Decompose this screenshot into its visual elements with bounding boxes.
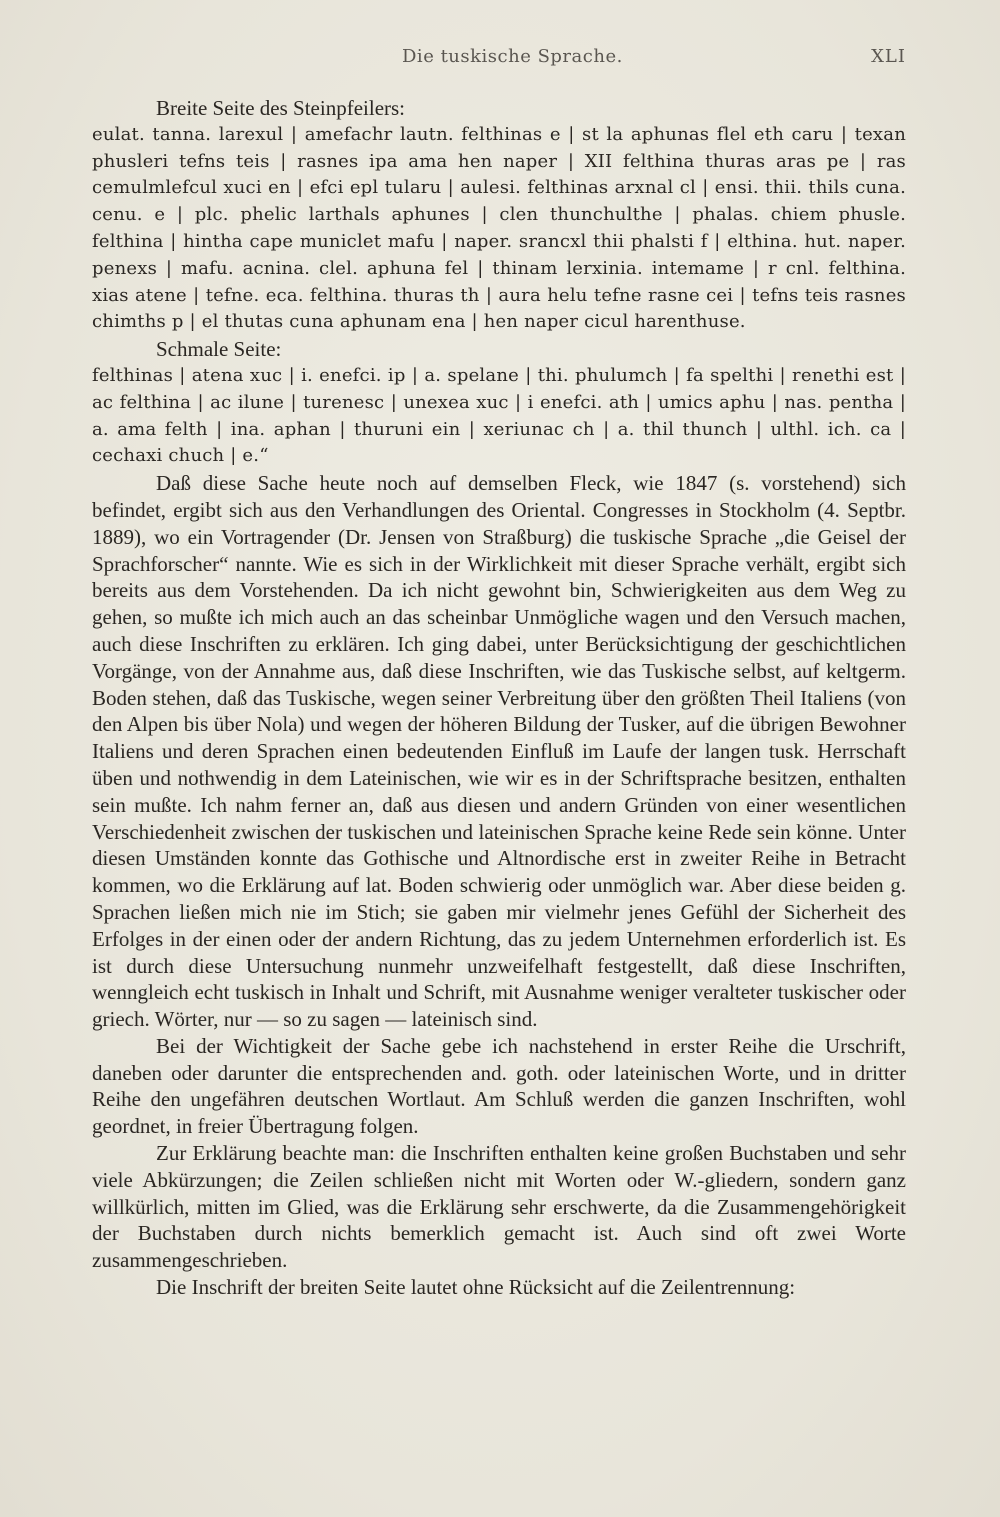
body-text <box>92 95 906 1301</box>
paragraph: Bei der Wichtigkeit der Sache gebe ich nachstehend in erster Reihe die Urschrift, daneben oder darunter die entsprechenden and. goth. oder lateinischen Worte, und in dritter Reihe den ungefähren deutschen Wortlaut. Am Schluß werden die ganzen Inschriften, wohl geordnet, in freier Übertragung folgen. <box>92 1033 906 1139</box>
inscription-breite-seite: eulat. tanna. larexul | amefachr lautn. felthinas e | st la aphunas flel eth caru | texan phusleri tefns teis | rasnes ipa ama hen naper | XII felthina thuras aras pe | ras cemulmlefcul xuci en | efci epl tularu | aulesi. felthinas arxnal cl | ensi. thii. thils cuna. cenu. e | plc. phelic larthals aphunes | clen thunchulthe | phalas. chiem phusle. felthina | hintha cape municlet mafu | naper. srancxl thii phalsti f | elthina. hut. naper. penexs | mafu. acnina. clel. aphuna fel | thinam lerxinia. intemame | r cnl. felthina. xias atene | tefne. eca. felthina. thuras th | aura helu tefne rasne cei | tefns teis rasnes chimths p | el thutas cuna aphunam ena | hen naper cicul harenthuse. <box>92 123 906 333</box>
section-label-breite-seite: Breite Seite des Steinpfeilers: <box>156 96 406 120</box>
page-header <box>92 46 906 76</box>
paragraph: Die Inschrift der breiten Seite lautet ohne Rücksicht auf die Zeilentrennung: <box>156 1275 796 1300</box>
running-title: Die tuskische Sprache. <box>402 46 623 67</box>
section-label-schmale-seite: Schmale Seite: <box>156 337 282 362</box>
paragraph: Zur Erklärung beachte man: die Inschriften enthalten keine großen Buchstaben und sehr viele Abkürzungen; die Zeilen schließen nicht mit Worten oder W.-gliedern, sondern ganz willkürlich, mitten im Glied, was die Erklärung sehr erschwerte, da die Zusammengehörigkeit der Buchstaben durch nichts bemerklich gemacht ist. Auch sind oft zwei Worte zusammengeschrieben. <box>92 1141 906 1273</box>
paragraph: Daß diese Sache heute noch auf demselben Fleck, wie 1847 (s. vorstehend) sich befindet, ergibt sich aus den Verhandlungen des Oriental. Congresses in Stockholm (4. Septbr. 1889), wo ein Vortragender (Dr. Jensen von Straßburg) die tuskische Sprache „die Geisel der Sprachforscher“ nannte. Wie es sich in der Wirklichkeit mit dieser Sprache verhält, ergibt sich bereits aus dem Vorstehenden. Da ich nicht gewohnt bin, Schwierigkeiten aus dem Weg zu gehen, so mußte ich mich auch an das scheinbar Unmögliche wagen und den Versuch machen, auch diese Inschriften zu erklären. Ich ging dabei, unter Berücksichtigung der geschichtlichen Vorgänge, von der Annahme aus, daß diese Inschriften, wie das Tuskische selbst, auf keltgerm. Boden stehen, daß das Tuskische, wegen seiner Verbreitung über den größten Theil Italiens (von den Alpen bis über Nola) und wegen der höheren Bildung der Tusker, auf die übrigen Bewohner Italiens und deren Sprachen einen bedeutenden Einfluß im Laufe der langen tusk. Herrschaft üben und nothwendig in dem Lateinischen, wie wir es in der Schriftsprache besitzen, enthalten sein mußte. Ich nahm ferner an, daß aus diesen und andern Gründen von einer wesentlichen Verschiedenheit zwischen der tuskischen und lateinischen Sprache keine Rede sein könne. Unter diesen Umständen konnte das Gothische und Altnordische erst in zweiter Reihe in Betracht kommen, wo die Erklärung auf lat. Boden schwierig oder unmöglich war. Aber diese beiden g. Sprachen ließen mich nie im Stich; sie gaben mir vielmehr jenes Gefühl der Sicherheit des Erfolges in der einen oder der andern Richtung, das zu jedem Unternehmen erforderlich ist. Es ist durch diese Untersuchung nunmehr unzweifelhaft festgestellt, daß diese Inschriften, wenngleich echt tuskisch in Inhalt und Schrift, mit Ausnahme weniger veralteter tuskischer oder griech. Wörter, nur — so zu sagen — lateinisch sind. <box>92 471 906 1032</box>
page-number: XLI <box>871 46 906 67</box>
inscription-schmale-seite: felthinas | atena xuc | i. enefci. ip | a. spelane | thi. phulumch | fa spelthi | renethi est | ac felthina | ac ilune | turenesc | unexea xuc | i enefci. ath | umics aphu | nas. pentha | a. ama felth | ina. aphan | thuruni ein | xeriunac ch | a. thil thunch | ulthl. ich. ca | cechaxi chuch | e.“ <box>92 364 906 467</box>
